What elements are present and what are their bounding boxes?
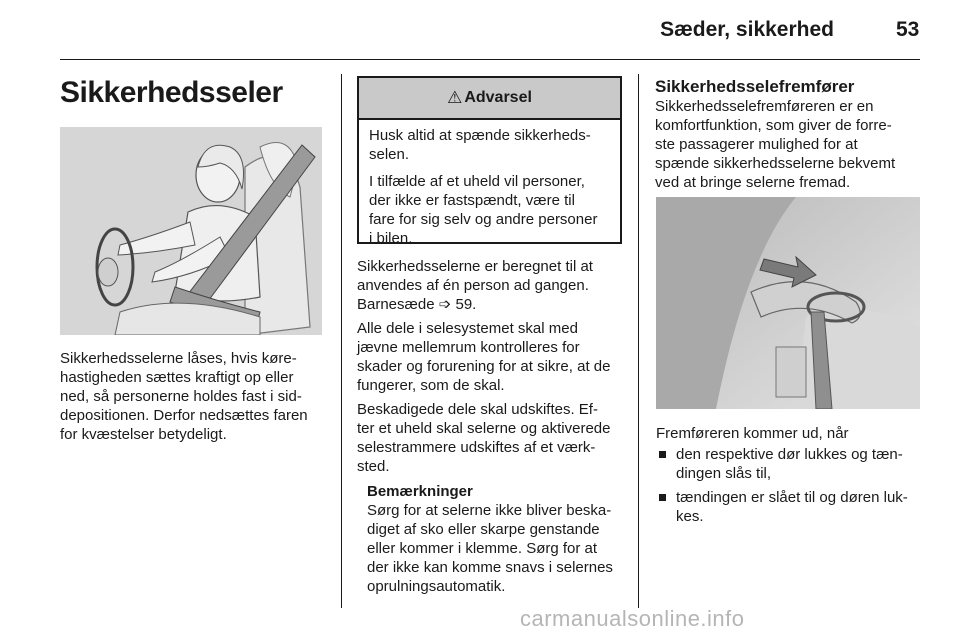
watermark: carmanualsonline.info xyxy=(520,606,745,631)
seatbelt-presenter-photo xyxy=(656,197,920,409)
lead-text: Fremføreren kommer ud, når xyxy=(656,425,849,442)
right-heading-block xyxy=(655,77,925,192)
warning-paragraph: I tilfælde af et uheld vil personer, der ikke er fastspændt, være til fare for sig selv og andre personer i bilen. xyxy=(369,173,598,247)
middle-body-text xyxy=(357,257,632,596)
page-number: 53 xyxy=(896,18,920,41)
bullet-square-icon xyxy=(659,494,666,501)
right-body-text xyxy=(656,424,926,526)
text-line: ned, så personerne holdes fast i sid- xyxy=(60,388,302,405)
text-line: for kvæstelser betydeligt. xyxy=(60,426,227,443)
section-heading: Sikkerhedsseler xyxy=(60,76,283,109)
bullet-item: tændingen er slået til og døren luk- kes. xyxy=(658,488,926,526)
column-divider-left xyxy=(341,74,342,608)
text-line: Sikkerhedsselerne låses, hvis køre- xyxy=(60,350,297,367)
note-text: Sørg for at selerne ikke bliver beska- diget af sko eller skarpe genstande eller kommer i klemme. Sørg for at der ikke kan komme snavs i selernes oprulningsautomatik. xyxy=(367,502,613,595)
intro-text: Sikkerhedsselefremføreren er en komfortfunktion, som giver de forre- ste passagerer mulighed for at spænde sikkerhedsselerne bekvemt ved at bringe selerne fremad. xyxy=(655,98,896,191)
driver-seatbelt-illustration xyxy=(60,127,322,335)
note-title: Bemærkninger xyxy=(367,483,473,500)
subsection-heading: Sikkerhedsselefremfører xyxy=(655,77,855,96)
warning-header xyxy=(359,78,620,120)
warning-body xyxy=(359,120,620,262)
running-header-title: Sæder, sikkerhed xyxy=(660,18,834,41)
column-divider-right xyxy=(638,74,639,608)
warning-triangle-icon: ⚠ xyxy=(447,88,463,107)
left-body-text xyxy=(60,349,330,444)
text-line: hastigheden sættes kraftigt op eller xyxy=(60,369,294,386)
crossref-arrow-icon: ➩ xyxy=(438,296,452,313)
note-block xyxy=(357,482,632,596)
header-rule xyxy=(60,59,920,60)
paragraph: Sikkerhedsselerne er beregnet til at anvendes af én person ad gangen. Barnesæde ➩ 59. xyxy=(357,258,593,313)
paragraph: Beskadigede dele skal udskiftes. Ef- ter et uheld skal selerne og aktiverede selestrammere udskiftes af et værk- sted. xyxy=(357,401,611,475)
bullet-square-icon xyxy=(659,451,666,458)
warning-paragraph: Husk altid at spænde sikkerheds- selen. xyxy=(369,127,591,163)
crossref-link[interactable]: Barnesæde ➩ 59. xyxy=(357,296,477,313)
text-line: depositionen. Derfor nedsættes faren xyxy=(60,407,308,424)
paragraph: Alle dele i selesystemet skal med jævne mellemrum kontrolleres for skader og forurening for at sikre, at de fungerer, som de skal. xyxy=(357,320,611,394)
bullet-item: den respektive dør lukkes og tæn- dingen slås til, xyxy=(658,445,926,483)
warning-box xyxy=(357,76,622,247)
warning-title: Advarsel xyxy=(464,89,532,106)
